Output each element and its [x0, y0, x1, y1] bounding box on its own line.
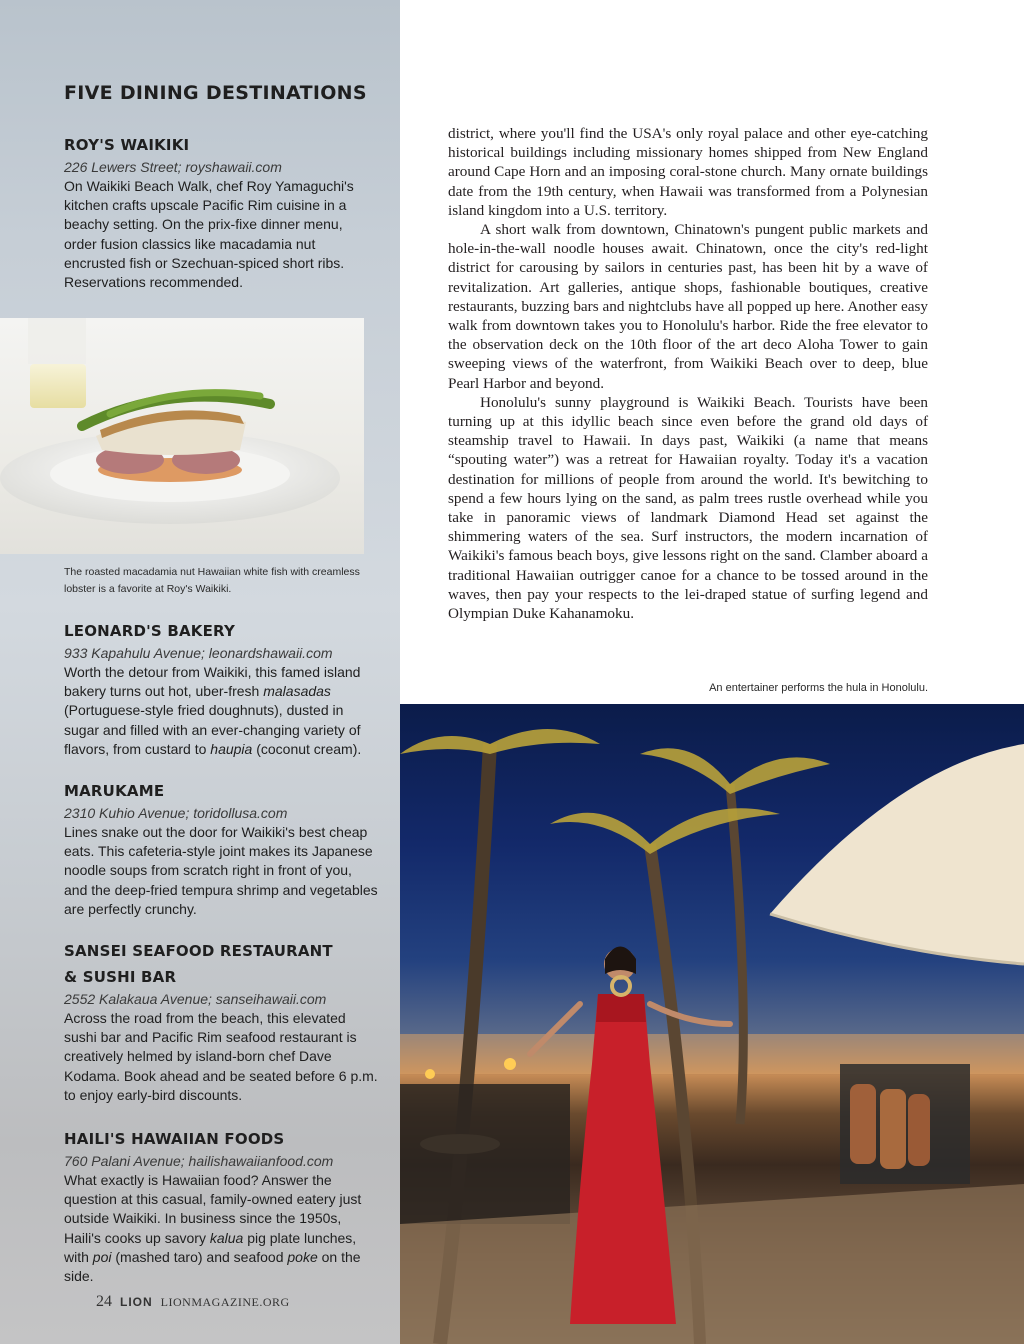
dining-entry-hailis: [64, 1126, 379, 1286]
entry-address: 226 Lewers Street; royshawaii.com: [64, 159, 282, 175]
entry-address: 933 Kapahulu Avenue; leonardshawaii.com: [64, 645, 333, 661]
entry-description: On Waikiki Beach Walk, chef Roy Yamaguchi's kitchen crafts upscale Pacific Rim cuisine in a beachy setting. On the prix-fixe dinner menu, order fusion classics like macadamia nut encrusted fish or Szechuan-spiced short ribs. Reservations recommended.: [64, 178, 354, 291]
dining-entry-marukame: [64, 778, 379, 919]
hula-scene-illustration: [400, 704, 1024, 1344]
entry-title: LEONARD'S BAKERY: [64, 622, 236, 640]
food-photo-caption: The roasted macadamia nut Hawaiian white fish with creamless lobster is a favorite at Roy's Waikiki.: [64, 566, 360, 595]
entry-title: HAILI'S HAWAIIAN FOODS: [64, 1130, 285, 1148]
entry-description: Worth the detour from Waikiki, this famed island bakery turns out hot, uber-fresh malasadas (Portuguese-style fried doughnuts), dusted in sugar and filled with an ever-changing variety of flavors, from custard to haupia (coconut cream).: [64, 664, 362, 757]
body-paragraph: A short walk from downtown, Chinatown's pungent public markets and hole-in-the-wall noodle houses await. Chinatown, once the city's red-light district for carousing by sailors in centuries past, has been hit by a wave of revitalization. Art galleries, antique shops, fashionable boutiques, creative restaurants, buzzing bars and nightclubs have all popped up here. Another easy walk from downtown takes you to Honolulu's harbor. Ride the free elevator to the observation deck on the 10th floor of the art deco Aloha Tower to gain sweeping views of the waterfront, from Waikiki Beach over to deep, blue Pearl Harbor and beyond.: [448, 221, 928, 392]
hula-photo-caption: An entertainer performs the hula in Honolulu.: [709, 682, 928, 694]
entry-address: 2552 Kalakaua Avenue; sanseihawaii.com: [64, 991, 327, 1007]
dining-entry-leonards: [64, 618, 379, 759]
entry-title: ROY'S WAIKIKI: [64, 136, 190, 154]
magazine-url: LIONMAGAZINE.ORG: [160, 1295, 290, 1309]
dining-sidebar: [0, 0, 400, 1344]
page-footer: [96, 1293, 290, 1311]
article-body: [448, 124, 928, 623]
entry-address: 760 Palani Avenue; hailishawaiianfood.com: [64, 1153, 334, 1169]
body-paragraph: district, where you'll find the USA's only royal palace and other eye-catching historical buildings including missionary homes shipped from New England around Cape Horn and an imposing coral-stone church. Many ornate buildings date from the 19th century, when Hawaii was transformed from a Polynesian island kingdom into a U.S. territory.: [448, 125, 928, 219]
fish-plate-illustration: [0, 318, 364, 554]
entry-address: 2310 Kuhio Avenue; toridollusa.com: [64, 805, 288, 821]
sidebar-heading: FIVE DINING DESTINATIONS: [64, 82, 367, 104]
entry-title-line2: & SUSHI BAR: [64, 968, 177, 986]
dining-entry-sansei: [64, 938, 379, 1105]
entry-description: Across the road from the beach, this elevated sushi bar and Pacific Rim seafood restaurant is creatively helmed by island-born chef Dave Kodama. Book ahead and be seated before 6 p.m. to enjoy early-bird discounts.: [64, 1010, 378, 1103]
entry-description: Lines snake out the door for Waikiki's best cheap eats. This cafeteria-style joint makes its Japanese noodle soups from scratch right in front of you, and the deep-fried tempura shrimp and vegetables are perfectly crunchy.: [64, 824, 378, 917]
entry-title: MARUKAME: [64, 782, 165, 800]
entry-description: What exactly is Hawaiian food? Answer the question at this casual, family-owned eatery just outside Waikiki. In business since the 1950s, Haili's cooks up savory kalua pig plate lunches, with poi (mashed taro) and seafood poke on the side.: [64, 1172, 362, 1285]
body-paragraph: Honolulu's sunny playground is Waikiki Beach. Tourists have been turning up at this idyllic beach since even before the grand old days of steamship travel to Hawaii. In days past, Waikiki (a name that means “spouting water”) was a retreat for Hawaiian royalty. Today it's a vacation destination for millions of people from around the world. It's bewitching to spend a few hours lying on the sand, as palm trees rustle overhead while you take in panoramic views of landmark Diamond Head set against the shimmering waters of the sea. Surf instructors, the modern incarnation of Waikiki's famous beach boys, give lessons right on the sand. Clamber aboard a traditional Hawaiian outrigger canoe for a chance to be tossed around in the waves, then pay your respects to the lei-draped statue of surfing legend and Olympian Duke Kahanamoku.: [448, 393, 928, 623]
entry-title-line1: SANSEI SEAFOOD RESTAURANT: [64, 942, 333, 960]
magazine-name: LION: [120, 1295, 153, 1309]
food-photo: [0, 318, 364, 554]
hula-photo: [400, 704, 1024, 1344]
dining-entry-roys: [64, 132, 379, 292]
page-number: 24: [96, 1293, 112, 1310]
